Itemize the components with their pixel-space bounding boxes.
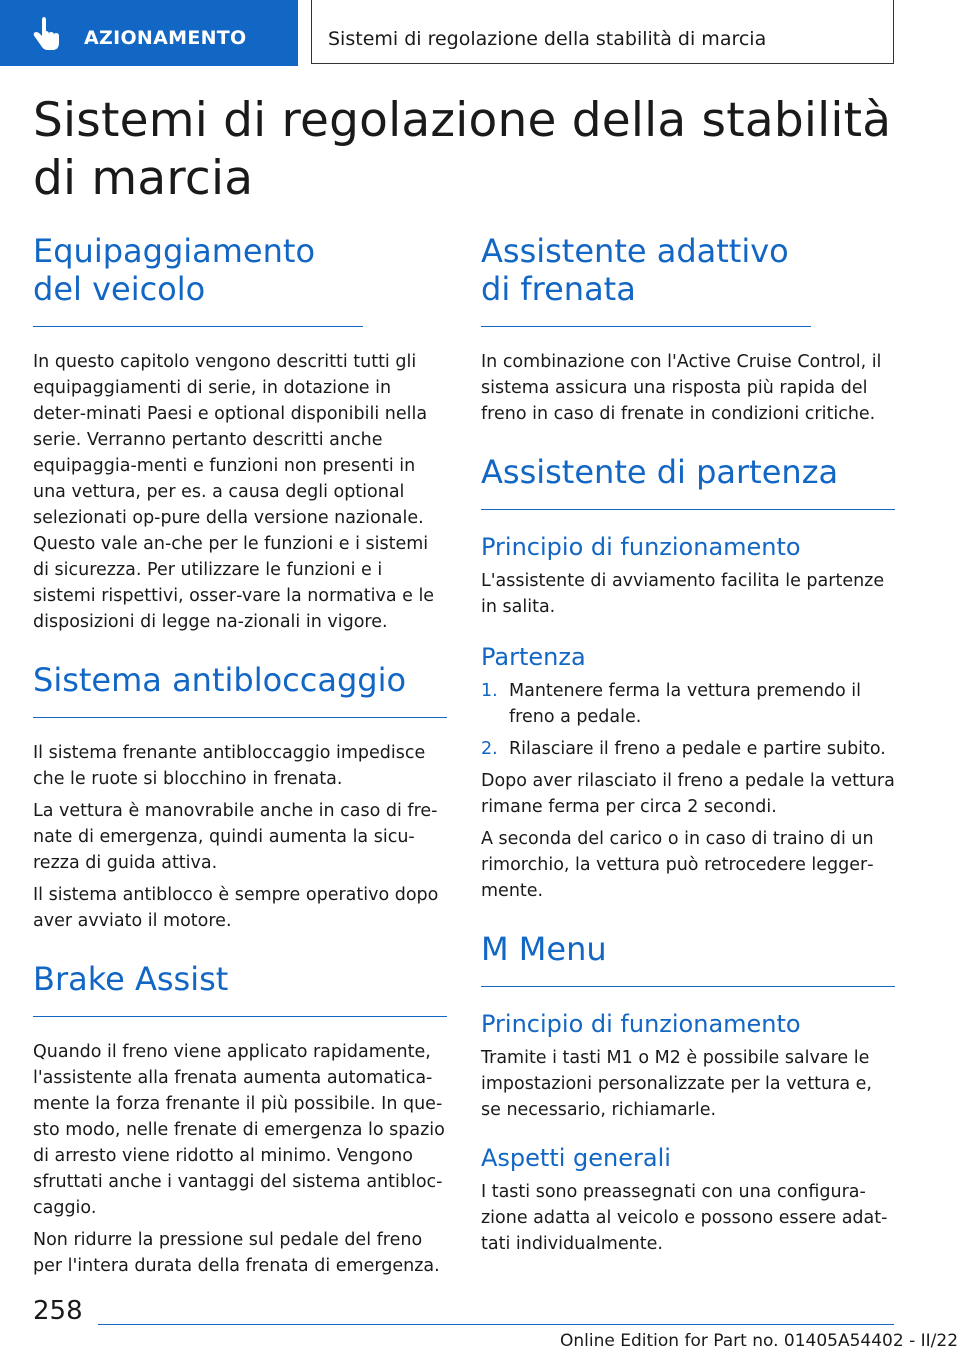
hand-pointer-icon [24, 16, 64, 54]
edition-note: Online Edition for Part no. 01405A54402 - II/22 [560, 1331, 959, 1351]
heading-m-menu: M Menu [481, 930, 895, 987]
steps-list [481, 678, 895, 762]
paragraph: Non ridurre la pressione sul pedale del freno per l'intera durata della frenata di emergenza. [33, 1230, 440, 1276]
paragraph: I tasti sono preassegnati con una configura‐zione adatta al veicolo e possono essere adat‐tati individualmente. [481, 1182, 888, 1254]
paragraph: L'assistente di avviamento facilita le partenze in salita. [481, 571, 885, 617]
page-number: 258 [33, 1296, 83, 1326]
heading-brake-assist: Brake Assist [33, 960, 447, 1017]
subheading-start: Partenza [481, 643, 586, 671]
paragraph: La vettura è manovrabile anche in caso di fre‐nate di emergenza, quindi aumenta la sicu‐rezza di guida attiva. [33, 801, 438, 873]
list-item [481, 678, 895, 730]
step-text: Mantenere ferma la vettura premendo il freno a pedale. [509, 681, 861, 727]
section-label: AZIONAMENTO [84, 27, 247, 49]
paragraph: In combinazione con l'Active Cruise Control, il sistema assicura una risposta più rapida del freno in caso di frenate in condizioni critiche. [481, 352, 882, 424]
heading-abs: Sistema antibloccaggio [33, 661, 447, 718]
paragraph: Tramite i tasti M1 o M2 è possibile salvare le impostazioni personalizzate per la vettura e, se necessario, richiamarle. [481, 1048, 872, 1120]
paragraph: Dopo aver rilasciato il freno a pedale la vettura rimane ferma per circa 2 secondi. [481, 771, 895, 817]
footer-divider [98, 1324, 894, 1325]
section-tab[interactable] [0, 0, 298, 66]
heading-adaptive-brake-assist: Assistente adattivo di frenata [481, 232, 811, 327]
right-column [481, 232, 895, 1257]
paragraph: Il sistema antiblocco è sempre operativo dopo aver avviato il motore. [33, 885, 439, 931]
subheading-principle: Principio di funzionamento [481, 1010, 801, 1038]
breadcrumb [311, 0, 894, 64]
subheading-general: Aspetti generali [481, 1144, 671, 1172]
step-number: 1. [481, 681, 498, 701]
left-column [33, 232, 447, 1279]
heading-hill-start-assist: Assistente di partenza [481, 453, 895, 510]
paragraph: A seconda del carico o in caso di traino di un rimorchio, la vettura può retrocedere legger‐mente. [481, 829, 874, 901]
subheading-principle: Principio di funzionamento [481, 533, 801, 561]
step-number: 2. [481, 739, 498, 759]
breadcrumb-text: Sistemi di regolazione della stabilità di marcia [328, 28, 767, 50]
list-item [481, 736, 895, 762]
page-title: Sistemi di regolazione della stabilità di marcia [33, 93, 892, 206]
paragraph: Quando il freno viene applicato rapidamente, l'assistente alla frenata aumenta automatica‐mente la forza frenante il più possibile. In que‐sto modo, nelle frenate di emergenza lo spazio di arresto viene ridotto al minimo. Vengono sfruttati anche i vantaggi del sistema antibloc‐caggio. [33, 1042, 445, 1218]
paragraph: Il sistema frenante antibloccaggio impedisce che le ruote si blocchino in frenata. [33, 743, 426, 789]
paragraph: In questo capitolo vengono descritti tutti gli equipaggiamenti di serie, in dotazione in deter‐minati Paesi e optional disponibili nella serie. Verranno pertanto descritti anche equipaggia‐menti e funzioni non presenti in una vettura, per es. a causa degli optional selezionati op‐pure della versione nazionale. Questo vale an‐che per le funzioni e i sistemi di sicurezza. Per utilizzare le funzioni e i sistemi rispettivi, osser‐vare la normativa e le disposizioni di legge na‐zionali in vigore. [33, 352, 435, 632]
step-text: Rilasciare il freno a pedale e partire subito. [509, 739, 886, 759]
heading-vehicle-equipment: Equipaggiamento del veicolo [33, 232, 363, 327]
